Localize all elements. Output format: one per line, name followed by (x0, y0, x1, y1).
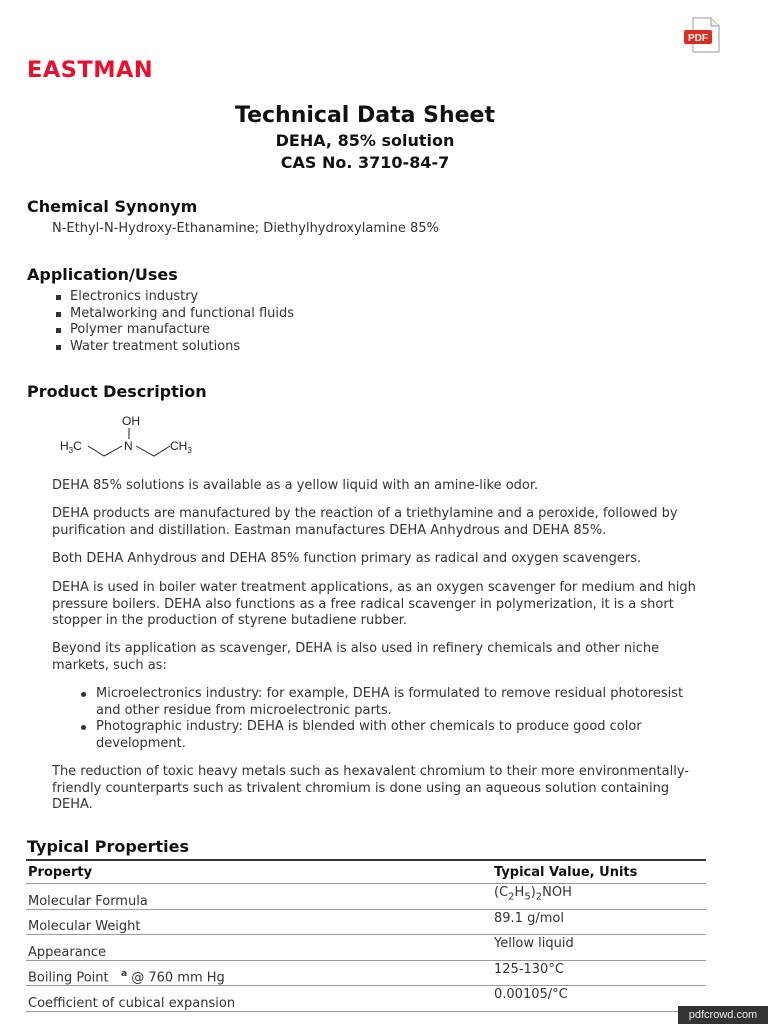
property-cell: Molecular Formula (26, 884, 492, 910)
pdf-download-button[interactable] (683, 17, 721, 53)
properties-table (26, 859, 706, 1012)
square-bullet-icon (56, 312, 61, 317)
structure-ch3-label: $CH_3$ (170, 439, 192, 455)
pdfcrowd-watermark[interactable]: pdfcrowd.com (678, 1006, 768, 1024)
cas-number: CAS No. 3710-84-7 (280, 153, 450, 172)
document-header (0, 102, 730, 174)
table-row (26, 935, 706, 961)
property-cell: Appearance (26, 935, 492, 961)
table-row (26, 960, 706, 986)
property-cell: Molecular Weight (26, 909, 492, 935)
square-bullet-icon (56, 295, 61, 300)
value-cell (492, 884, 706, 910)
description-paragraph-3: Both DEHA Anhydrous and DEHA 85% function primary as radical and oxygen scavengers. (52, 551, 642, 566)
list-item: Photographic industry: DEHA is blended with other chemicals to produce good color development. (78, 719, 698, 752)
list-item: Microelectronics industry: for example, DEHA is formulated to remove residual photoresist and other residue from microelectronic parts. (78, 686, 698, 719)
table-row (26, 909, 706, 935)
value-cell: 0.00105/°C (492, 986, 706, 1012)
markets-list (78, 686, 698, 752)
round-bullet-icon (81, 692, 86, 697)
applications-heading: Application/Uses (27, 265, 178, 284)
synonym-heading: Chemical Synonym (27, 197, 198, 216)
property-cell: Boiling Point $^a$ @ 760 mm Hg (26, 960, 492, 986)
properties-heading: Typical Properties (27, 837, 190, 856)
table-row (26, 884, 706, 910)
square-bullet-icon (56, 345, 61, 350)
synonym-text: N-Ethyl-N-Hydroxy-Ethanamine; Diethylhydroxylamine 85% (52, 221, 439, 236)
structure-oh-label: OH (122, 414, 140, 428)
description-closing: The reduction of toxic heavy metals such as hexavalent chromium to their more environmentally-friendly counterparts such as trivalent chromium is done using an aqueous solution containing DEHA. (52, 764, 689, 812)
description-paragraph-1: DEHA 85% solutions is available as a yellow liquid with an amine-like odor. (52, 478, 539, 493)
page-title: Technical Data Sheet (235, 103, 495, 128)
pdf-icon-label: PDF (688, 33, 708, 44)
list-item: Metalworking and functional fluids (52, 306, 294, 323)
pdf-icon (683, 17, 721, 53)
structure-h3c-label: $H_3C$ (60, 439, 82, 455)
eastman-logo: EASTMAN (27, 58, 154, 83)
property-cell: Coefficient of cubical expansion (26, 986, 492, 1012)
value-cell: Yellow liquid (492, 935, 706, 961)
table-row (26, 986, 706, 1012)
list-item: Electronics industry (52, 289, 294, 306)
footnote-marker: a (121, 968, 128, 979)
list-item: Polymer manufacture (52, 322, 294, 339)
column-header-value: Typical Value, Units (492, 860, 706, 884)
description-paragraph-5: Beyond its application as scavenger, DEHA is also used in refinery chemicals and other niche markets, such as: (52, 641, 660, 673)
value-cell: 125-130°C (492, 960, 706, 986)
description-heading: Product Description (27, 382, 207, 401)
list-item: Water treatment solutions (52, 339, 294, 356)
round-bullet-icon (81, 725, 86, 730)
column-header-property: Property (26, 860, 492, 884)
chemical-structure-image (58, 412, 208, 462)
table-header-row (26, 860, 706, 884)
square-bullet-icon (56, 328, 61, 333)
description-paragraph-4: DEHA is used in boiler water treatment applications, as an oxygen scavenger for medium and high pressure boilers. DEHA also functions as a free radical scavenger in polymerization, it is a short stopper in the production of styrene butadiene rubber. (52, 580, 696, 628)
structure-n-label: N (124, 439, 133, 453)
value-cell: 89.1 g/mol (492, 909, 706, 935)
applications-list (52, 289, 294, 355)
description-paragraph-2: DEHA products are manufactured by the reaction of a triethylamine and a peroxide, followed by purification and distillation. Eastman manufactures DEHA Anhydrous and DEHA 85%. (52, 506, 678, 538)
product-name: DEHA, 85% solution (275, 131, 455, 150)
molecular-formula: $(C_2H_5)_2NOH$ (494, 885, 572, 903)
